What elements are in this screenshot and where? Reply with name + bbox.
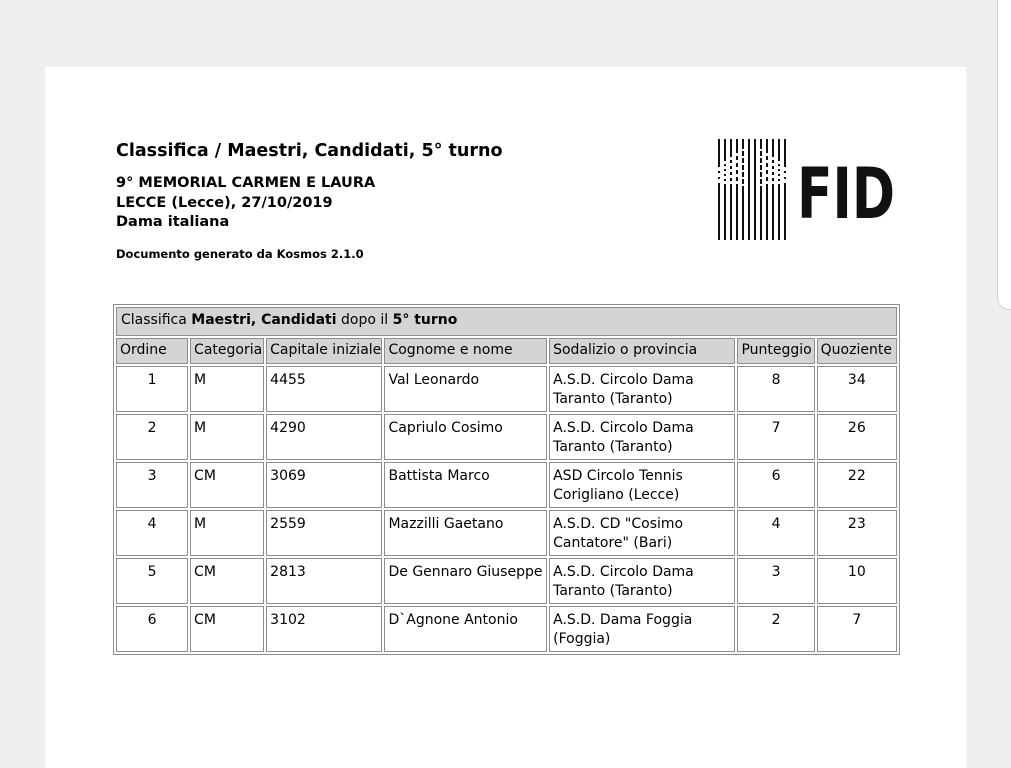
cell-capitale: 3102 [266,606,382,652]
column-header-categoria: Categoria [190,338,264,364]
cell-categoria: CM [190,606,264,652]
cell-quoziente: 34 [817,366,897,412]
cell-capitale: 2559 [266,510,382,556]
table-row [116,414,897,460]
cell-categoria: CM [190,558,264,604]
table-caption-row [116,307,897,336]
cell-quoziente: 7 [817,606,897,652]
table-row [116,558,897,604]
cell-quoziente: 22 [817,462,897,508]
cell-ordine: 5 [116,558,188,604]
scrollbar-edge[interactable] [997,0,1011,310]
table-caption [116,307,897,336]
cell-nome: De Gennaro Giuseppe [384,558,547,604]
cell-punteggio: 7 [737,414,814,460]
cell-ordine: 6 [116,606,188,652]
cell-ordine: 3 [116,462,188,508]
cell-capitale: 3069 [266,462,382,508]
cell-capitale: 2813 [266,558,382,604]
logo-wordmark: FID [797,153,895,235]
cell-sodalizio: ASD Circolo Tennis Corigliano (Lecce) [549,462,735,508]
cell-ordine: 4 [116,510,188,556]
column-header-nome: Cognome e nome [384,338,547,364]
caption-category: Maestri, Candidati [191,312,337,328]
cell-nome: D`Agnone Antonio [384,606,547,652]
cell-punteggio: 3 [737,558,814,604]
cell-punteggio: 4 [737,510,814,556]
column-header-capitale: Capitale iniziale [266,338,382,364]
cell-sodalizio: A.S.D. Circolo Dama Taranto (Taranto) [549,366,735,412]
generated-note: Documento generato da Kosmos 2.1.0 [116,246,364,261]
column-header-ordine: Ordine [116,338,188,364]
caption-middle: dopo il [336,312,393,328]
cell-capitale: 4290 [266,414,382,460]
cell-nome: Capriulo Cosimo [384,414,547,460]
logo-stripes [719,139,785,240]
cell-sodalizio: A.S.D. CD "Cosimo Cantatore" (Bari) [549,510,735,556]
event-location-date: LECCE (Lecce), 27/10/2019 [116,194,333,211]
event-name: 9° MEMORIAL CARMEN E LAURA [116,175,376,191]
cell-categoria: M [190,366,264,412]
cell-quoziente: 23 [817,510,897,556]
column-header-sodalizio: Sodalizio o provincia [549,338,735,364]
cell-quoziente: 10 [817,558,897,604]
cell-sodalizio: A.S.D. Dama Foggia (Foggia) [549,606,735,652]
caption-prefix: Classifica [121,312,192,328]
table-row [116,366,897,412]
cell-sodalizio: A.S.D. Circolo Dama Taranto (Taranto) [549,558,735,604]
cell-ordine: 1 [116,366,188,412]
cell-nome: Mazzilli Gaetano [384,510,547,556]
fid-logo [717,137,899,241]
table-header-row [116,338,897,364]
cell-nome: Val Leonardo [384,366,547,412]
column-header-punteggio: Punteggio [737,338,814,364]
table-row [116,462,897,508]
column-header-quoziente: Quoziente [817,338,897,364]
cell-categoria: M [190,414,264,460]
cell-ordine: 2 [116,414,188,460]
table-row [116,606,897,652]
standings-table [113,304,900,655]
cell-capitale: 4455 [266,366,382,412]
cell-punteggio: 8 [737,366,814,412]
cell-categoria: CM [190,462,264,508]
event-info [116,174,503,233]
cell-sodalizio: A.S.D. Circolo Dama Taranto (Taranto) [549,414,735,460]
table-row [116,510,897,556]
caption-round: 5° turno [392,312,458,328]
event-discipline: Dama italiana [116,214,230,230]
cell-nome: Battista Marco [384,462,547,508]
document-title: Classifica / Maestri, Candidati, 5° turno [116,141,503,161]
cell-punteggio: 6 [737,462,814,508]
cell-punteggio: 2 [737,606,814,652]
document-header [116,139,503,262]
cell-categoria: M [190,510,264,556]
cell-quoziente: 26 [817,414,897,460]
